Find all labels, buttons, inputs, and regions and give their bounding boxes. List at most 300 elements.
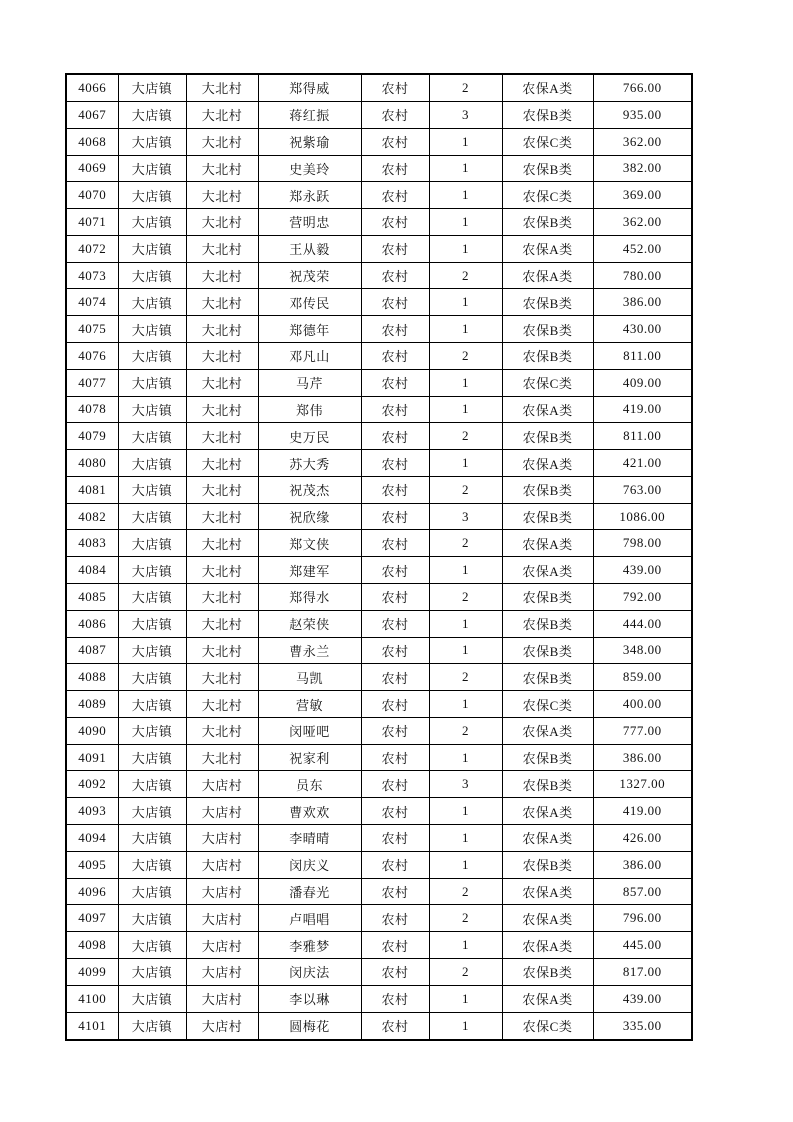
table-row [66, 262, 692, 289]
table-row [66, 932, 692, 959]
cell-town: 大店镇 [118, 717, 186, 744]
cell-town: 大店镇 [118, 825, 186, 852]
cell-town: 大店镇 [118, 262, 186, 289]
cell-person-name: 圆梅花 [258, 1012, 361, 1040]
cell-village: 大店村 [186, 798, 258, 825]
cell-serial-number: 4089 [66, 691, 118, 718]
cell-person-name: 祝家利 [258, 744, 361, 771]
cell-person-count: 1 [429, 851, 502, 878]
cell-insurance-class: 农保A类 [502, 450, 593, 477]
cell-village: 大店村 [186, 851, 258, 878]
cell-insurance-class: 农保A类 [502, 235, 593, 262]
cell-village: 大北村 [186, 744, 258, 771]
cell-town: 大店镇 [118, 691, 186, 718]
cell-amount: 817.00 [593, 958, 692, 985]
cell-insurance-class: 农保A类 [502, 262, 593, 289]
cell-person-count: 2 [429, 905, 502, 932]
cell-person-name: 郑德年 [258, 316, 361, 343]
cell-person-count: 1 [429, 985, 502, 1012]
cell-person-name: 赵荣侠 [258, 610, 361, 637]
cell-village: 大北村 [186, 503, 258, 530]
cell-insurance-class: 农保B类 [502, 101, 593, 128]
cell-amount: 409.00 [593, 369, 692, 396]
cell-serial-number: 4077 [66, 369, 118, 396]
cell-village: 大北村 [186, 584, 258, 611]
cell-insurance-class: 农保A类 [502, 878, 593, 905]
table-row [66, 74, 692, 101]
cell-village: 大北村 [186, 369, 258, 396]
cell-amount: 792.00 [593, 584, 692, 611]
cell-person-count: 1 [429, 128, 502, 155]
table-row [66, 825, 692, 852]
cell-insurance-class: 农保B类 [502, 637, 593, 664]
cell-insurance-class: 农保A类 [502, 825, 593, 852]
cell-village: 大店村 [186, 985, 258, 1012]
cell-person-count: 1 [429, 637, 502, 664]
cell-village: 大北村 [186, 155, 258, 182]
cell-residence-type: 农村 [361, 798, 429, 825]
cell-person-count: 1 [429, 798, 502, 825]
cell-village: 大北村 [186, 476, 258, 503]
table-row [66, 423, 692, 450]
cell-serial-number: 4095 [66, 851, 118, 878]
cell-residence-type: 农村 [361, 262, 429, 289]
cell-person-count: 2 [429, 717, 502, 744]
cell-amount: 386.00 [593, 289, 692, 316]
cell-residence-type: 农村 [361, 851, 429, 878]
cell-village: 大北村 [186, 101, 258, 128]
cell-serial-number: 4070 [66, 182, 118, 209]
cell-person-name: 马芹 [258, 369, 361, 396]
cell-residence-type: 农村 [361, 369, 429, 396]
table-row [66, 664, 692, 691]
cell-village: 大北村 [186, 557, 258, 584]
cell-serial-number: 4076 [66, 342, 118, 369]
cell-village: 大北村 [186, 74, 258, 101]
cell-town: 大店镇 [118, 396, 186, 423]
cell-person-count: 1 [429, 825, 502, 852]
cell-town: 大店镇 [118, 316, 186, 343]
cell-town: 大店镇 [118, 423, 186, 450]
cell-person-count: 1 [429, 557, 502, 584]
table-row [66, 128, 692, 155]
table-row [66, 101, 692, 128]
cell-amount: 362.00 [593, 128, 692, 155]
cell-amount: 1327.00 [593, 771, 692, 798]
cell-person-count: 1 [429, 289, 502, 316]
cell-village: 大北村 [186, 262, 258, 289]
cell-serial-number: 4091 [66, 744, 118, 771]
cell-serial-number: 4094 [66, 825, 118, 852]
cell-amount: 400.00 [593, 691, 692, 718]
cell-serial-number: 4082 [66, 503, 118, 530]
cell-town: 大店镇 [118, 476, 186, 503]
cell-village: 大北村 [186, 610, 258, 637]
cell-village: 大北村 [186, 182, 258, 209]
cell-person-name: 祝欣缘 [258, 503, 361, 530]
cell-serial-number: 4071 [66, 209, 118, 236]
cell-person-name: 邓传民 [258, 289, 361, 316]
table-row [66, 958, 692, 985]
cell-residence-type: 农村 [361, 182, 429, 209]
cell-town: 大店镇 [118, 932, 186, 959]
cell-person-name: 李雅梦 [258, 932, 361, 959]
cell-serial-number: 4075 [66, 316, 118, 343]
cell-person-count: 2 [429, 878, 502, 905]
cell-person-count: 2 [429, 262, 502, 289]
cell-town: 大店镇 [118, 128, 186, 155]
cell-residence-type: 农村 [361, 664, 429, 691]
table-row [66, 851, 692, 878]
table-row [66, 771, 692, 798]
cell-residence-type: 农村 [361, 316, 429, 343]
cell-residence-type: 农村 [361, 932, 429, 959]
cell-serial-number: 4072 [66, 235, 118, 262]
cell-residence-type: 农村 [361, 905, 429, 932]
cell-person-count: 1 [429, 1012, 502, 1040]
cell-residence-type: 农村 [361, 128, 429, 155]
table-row [66, 503, 692, 530]
cell-person-count: 2 [429, 423, 502, 450]
cell-town: 大店镇 [118, 985, 186, 1012]
cell-amount: 935.00 [593, 101, 692, 128]
cell-village: 大店村 [186, 958, 258, 985]
cell-person-count: 2 [429, 530, 502, 557]
cell-town: 大店镇 [118, 1012, 186, 1040]
cell-insurance-class: 农保A类 [502, 74, 593, 101]
cell-town: 大店镇 [118, 155, 186, 182]
table-row [66, 905, 692, 932]
cell-person-count: 1 [429, 450, 502, 477]
cell-insurance-class: 农保C类 [502, 691, 593, 718]
cell-person-count: 1 [429, 369, 502, 396]
table-row [66, 557, 692, 584]
cell-amount: 859.00 [593, 664, 692, 691]
cell-village: 大北村 [186, 289, 258, 316]
cell-village: 大北村 [186, 128, 258, 155]
cell-person-name: 营明忠 [258, 209, 361, 236]
cell-town: 大店镇 [118, 905, 186, 932]
cell-serial-number: 4081 [66, 476, 118, 503]
table-row [66, 209, 692, 236]
cell-person-count: 2 [429, 958, 502, 985]
cell-insurance-class: 农保C类 [502, 182, 593, 209]
cell-amount: 811.00 [593, 423, 692, 450]
cell-person-name: 马凯 [258, 664, 361, 691]
cell-amount: 780.00 [593, 262, 692, 289]
cell-person-count: 1 [429, 610, 502, 637]
cell-serial-number: 4079 [66, 423, 118, 450]
table-row [66, 637, 692, 664]
cell-residence-type: 农村 [361, 396, 429, 423]
cell-serial-number: 4098 [66, 932, 118, 959]
cell-insurance-class: 农保B类 [502, 423, 593, 450]
cell-serial-number: 4086 [66, 610, 118, 637]
cell-person-count: 2 [429, 476, 502, 503]
cell-insurance-class: 农保A类 [502, 932, 593, 959]
cell-residence-type: 农村 [361, 503, 429, 530]
cell-amount: 444.00 [593, 610, 692, 637]
cell-town: 大店镇 [118, 637, 186, 664]
table-row [66, 476, 692, 503]
cell-serial-number: 4074 [66, 289, 118, 316]
cell-person-name: 曹永兰 [258, 637, 361, 664]
cell-person-count: 1 [429, 932, 502, 959]
benefit-roster-table [65, 73, 693, 1041]
cell-person-count: 1 [429, 209, 502, 236]
cell-town: 大店镇 [118, 610, 186, 637]
cell-residence-type: 农村 [361, 637, 429, 664]
cell-amount: 386.00 [593, 744, 692, 771]
cell-serial-number: 4087 [66, 637, 118, 664]
cell-person-name: 郑得水 [258, 584, 361, 611]
table-row [66, 155, 692, 182]
table-row [66, 289, 692, 316]
cell-insurance-class: 农保A类 [502, 557, 593, 584]
cell-insurance-class: 农保A类 [502, 396, 593, 423]
cell-residence-type: 农村 [361, 235, 429, 262]
cell-person-name: 李晴晴 [258, 825, 361, 852]
cell-insurance-class: 农保B类 [502, 584, 593, 611]
cell-insurance-class: 农保B类 [502, 744, 593, 771]
cell-serial-number: 4090 [66, 717, 118, 744]
cell-person-count: 2 [429, 584, 502, 611]
cell-serial-number: 4069 [66, 155, 118, 182]
cell-person-count: 3 [429, 771, 502, 798]
cell-person-name: 邓凡山 [258, 342, 361, 369]
table-row [66, 878, 692, 905]
cell-person-name: 郑建军 [258, 557, 361, 584]
cell-insurance-class: 农保B类 [502, 503, 593, 530]
cell-person-name: 员东 [258, 771, 361, 798]
cell-insurance-class: 农保B类 [502, 851, 593, 878]
cell-village: 大店村 [186, 905, 258, 932]
cell-amount: 419.00 [593, 798, 692, 825]
table-row [66, 369, 692, 396]
cell-person-name: 王从毅 [258, 235, 361, 262]
cell-residence-type: 农村 [361, 985, 429, 1012]
cell-serial-number: 4067 [66, 101, 118, 128]
cell-person-name: 曹欢欢 [258, 798, 361, 825]
cell-insurance-class: 农保B类 [502, 610, 593, 637]
cell-town: 大店镇 [118, 530, 186, 557]
cell-serial-number: 4085 [66, 584, 118, 611]
cell-town: 大店镇 [118, 584, 186, 611]
cell-amount: 811.00 [593, 342, 692, 369]
table-row [66, 530, 692, 557]
cell-serial-number: 4092 [66, 771, 118, 798]
cell-village: 大店村 [186, 825, 258, 852]
cell-person-count: 2 [429, 74, 502, 101]
cell-person-name: 郑伟 [258, 396, 361, 423]
cell-insurance-class: 农保B类 [502, 155, 593, 182]
cell-residence-type: 农村 [361, 342, 429, 369]
cell-serial-number: 4093 [66, 798, 118, 825]
cell-residence-type: 农村 [361, 771, 429, 798]
cell-amount: 335.00 [593, 1012, 692, 1040]
cell-serial-number: 4084 [66, 557, 118, 584]
cell-village: 大北村 [186, 530, 258, 557]
cell-village: 大北村 [186, 664, 258, 691]
cell-serial-number: 4088 [66, 664, 118, 691]
cell-person-count: 1 [429, 396, 502, 423]
cell-person-count: 1 [429, 235, 502, 262]
cell-person-count: 1 [429, 182, 502, 209]
cell-town: 大店镇 [118, 101, 186, 128]
cell-person-name: 蒋红振 [258, 101, 361, 128]
cell-residence-type: 农村 [361, 744, 429, 771]
cell-amount: 439.00 [593, 985, 692, 1012]
table-row [66, 691, 692, 718]
table-row [66, 985, 692, 1012]
table-row [66, 316, 692, 343]
table-row [66, 584, 692, 611]
cell-village: 大北村 [186, 316, 258, 343]
cell-person-count: 1 [429, 691, 502, 718]
cell-village: 大北村 [186, 396, 258, 423]
cell-town: 大店镇 [118, 235, 186, 262]
cell-person-name: 祝紫瑜 [258, 128, 361, 155]
cell-insurance-class: 农保B类 [502, 316, 593, 343]
cell-person-name: 祝茂荣 [258, 262, 361, 289]
cell-residence-type: 农村 [361, 958, 429, 985]
cell-residence-type: 农村 [361, 878, 429, 905]
cell-town: 大店镇 [118, 744, 186, 771]
cell-residence-type: 农村 [361, 584, 429, 611]
cell-residence-type: 农村 [361, 691, 429, 718]
cell-serial-number: 4078 [66, 396, 118, 423]
cell-residence-type: 农村 [361, 209, 429, 236]
cell-person-name: 苏大秀 [258, 450, 361, 477]
cell-village: 大店村 [186, 878, 258, 905]
table-row [66, 235, 692, 262]
cell-residence-type: 农村 [361, 557, 429, 584]
cell-village: 大北村 [186, 342, 258, 369]
cell-amount: 348.00 [593, 637, 692, 664]
cell-insurance-class: 农保B类 [502, 209, 593, 236]
cell-serial-number: 4100 [66, 985, 118, 1012]
cell-residence-type: 农村 [361, 610, 429, 637]
cell-serial-number: 4068 [66, 128, 118, 155]
cell-residence-type: 农村 [361, 101, 429, 128]
cell-town: 大店镇 [118, 74, 186, 101]
cell-person-name: 卢唱唱 [258, 905, 361, 932]
cell-town: 大店镇 [118, 182, 186, 209]
cell-person-count: 3 [429, 101, 502, 128]
cell-town: 大店镇 [118, 878, 186, 905]
cell-town: 大店镇 [118, 771, 186, 798]
cell-village: 大店村 [186, 1012, 258, 1040]
cell-insurance-class: 农保B类 [502, 342, 593, 369]
cell-serial-number: 4066 [66, 74, 118, 101]
cell-insurance-class: 农保C类 [502, 369, 593, 396]
cell-town: 大店镇 [118, 342, 186, 369]
cell-insurance-class: 农保B类 [502, 771, 593, 798]
cell-village: 大店村 [186, 932, 258, 959]
cell-amount: 777.00 [593, 717, 692, 744]
cell-town: 大店镇 [118, 557, 186, 584]
cell-serial-number: 4096 [66, 878, 118, 905]
cell-amount: 382.00 [593, 155, 692, 182]
table-row [66, 182, 692, 209]
cell-serial-number: 4083 [66, 530, 118, 557]
cell-amount: 369.00 [593, 182, 692, 209]
table-row [66, 396, 692, 423]
cell-amount: 1086.00 [593, 503, 692, 530]
cell-village: 大北村 [186, 209, 258, 236]
cell-person-name: 史万民 [258, 423, 361, 450]
cell-serial-number: 4099 [66, 958, 118, 985]
cell-amount: 362.00 [593, 209, 692, 236]
cell-serial-number: 4080 [66, 450, 118, 477]
cell-person-count: 3 [429, 503, 502, 530]
cell-person-name: 郑得威 [258, 74, 361, 101]
cell-insurance-class: 农保B类 [502, 664, 593, 691]
cell-amount: 439.00 [593, 557, 692, 584]
cell-person-name: 闵哑吧 [258, 717, 361, 744]
cell-person-count: 1 [429, 744, 502, 771]
cell-town: 大店镇 [118, 664, 186, 691]
cell-insurance-class: 农保A类 [502, 985, 593, 1012]
cell-amount: 445.00 [593, 932, 692, 959]
cell-person-count: 2 [429, 664, 502, 691]
cell-village: 大北村 [186, 691, 258, 718]
cell-amount: 421.00 [593, 450, 692, 477]
cell-town: 大店镇 [118, 450, 186, 477]
cell-amount: 857.00 [593, 878, 692, 905]
cell-person-name: 潘春光 [258, 878, 361, 905]
cell-town: 大店镇 [118, 958, 186, 985]
cell-person-name: 闵庆义 [258, 851, 361, 878]
cell-serial-number: 4097 [66, 905, 118, 932]
cell-insurance-class: 农保C类 [502, 128, 593, 155]
cell-town: 大店镇 [118, 289, 186, 316]
cell-residence-type: 农村 [361, 74, 429, 101]
table-row [66, 744, 692, 771]
cell-amount: 798.00 [593, 530, 692, 557]
cell-person-count: 1 [429, 155, 502, 182]
cell-person-name: 营敏 [258, 691, 361, 718]
cell-person-name: 郑文侠 [258, 530, 361, 557]
cell-village: 大北村 [186, 637, 258, 664]
cell-residence-type: 农村 [361, 530, 429, 557]
cell-residence-type: 农村 [361, 476, 429, 503]
cell-amount: 426.00 [593, 825, 692, 852]
table-row [66, 610, 692, 637]
cell-insurance-class: 农保B类 [502, 958, 593, 985]
cell-town: 大店镇 [118, 851, 186, 878]
table-row [66, 798, 692, 825]
cell-person-count: 2 [429, 342, 502, 369]
cell-amount: 452.00 [593, 235, 692, 262]
cell-village: 大北村 [186, 235, 258, 262]
cell-amount: 796.00 [593, 905, 692, 932]
cell-serial-number: 4101 [66, 1012, 118, 1040]
table-row [66, 1012, 692, 1040]
cell-residence-type: 农村 [361, 825, 429, 852]
cell-insurance-class: 农保A类 [502, 717, 593, 744]
cell-amount: 430.00 [593, 316, 692, 343]
cell-village: 大北村 [186, 423, 258, 450]
cell-insurance-class: 农保A类 [502, 905, 593, 932]
cell-person-name: 郑永跃 [258, 182, 361, 209]
cell-person-name: 史美玲 [258, 155, 361, 182]
cell-amount: 386.00 [593, 851, 692, 878]
cell-person-name: 李以琳 [258, 985, 361, 1012]
cell-insurance-class: 农保A类 [502, 530, 593, 557]
cell-insurance-class: 农保B类 [502, 476, 593, 503]
table-body [66, 74, 692, 1040]
